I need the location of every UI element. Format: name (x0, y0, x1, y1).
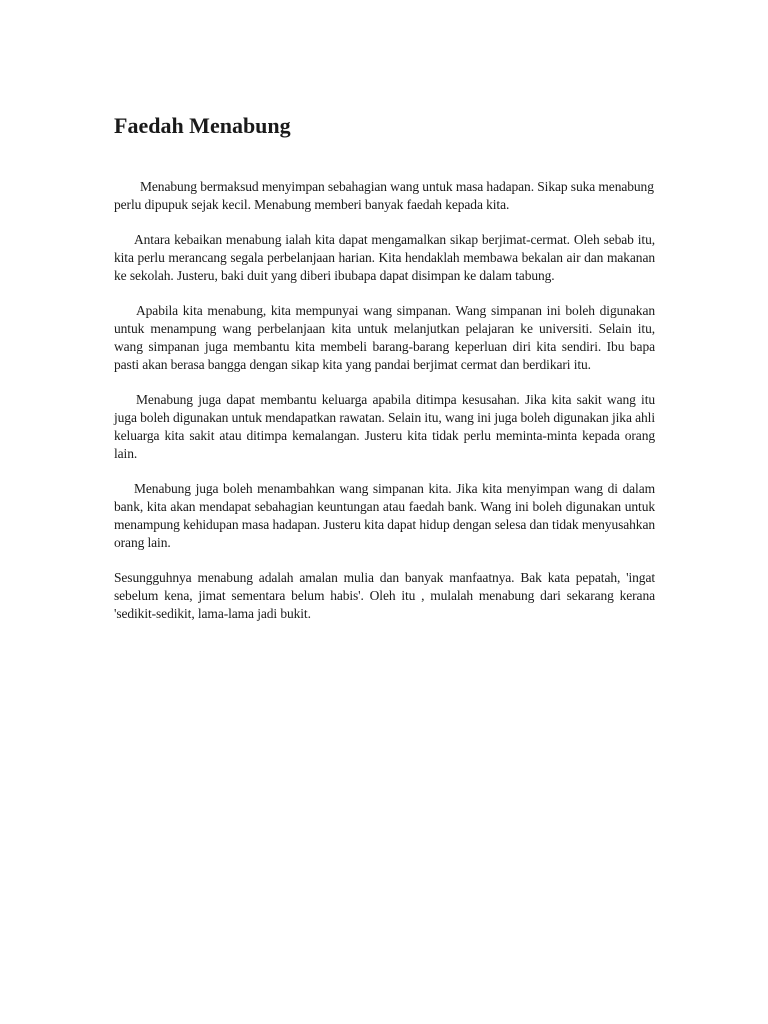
paragraph-intro: Menabung bermaksud menyimpan sebahagian wang untuk masa hadapan. Sikap suka menabung perlu dipupuk sejak kecil. Menabung memberi banyak faedah kepada kita. (114, 179, 654, 212)
paragraph-wang-simpanan: Apabila kita menabung, kita mempunyai wang simpanan. Wang simpanan ini boleh digunakan untuk menampung wang perbelanjaan kita untuk melanjutkan pelajaran ke universiti. Selain itu, wang simpanan juga membantu kita membeli barang-barang keperluan diri kita sendiri. Ibu bapa pasti akan berasa bangga dengan sikap kita yang pandai berjimat cermat dan berdikari itu. (114, 303, 655, 372)
paragraph-faedah-bank: Menabung juga boleh menambahkan wang simpanan kita. Jika kita menyimpan wang di dalam bank, kita akan mendapat sebahagian keuntungan atau faedah bank. Wang ini boleh digunakan untuk menampung kehidupan masa hadapan. Justeru kita dapat hidup dengan selesa dan tidak menyusahkan orang lain. (114, 481, 655, 550)
paragraph-berjimat-cermat: Antara kebaikan menabung ialah kita dapat mengamalkan sikap berjimat-cermat. Oleh sebab itu, kita perlu merancang segala perbelanjaan harian. Kita hendaklah membawa bekalan air dan makanan ke sekolah. Justeru, baki duit yang diberi ibubapa dapat disimpan ke dalam tabung. (114, 232, 655, 283)
paragraph-bantu-keluarga: Menabung juga dapat membantu keluarga apabila ditimpa kesusahan. Jika kita sakit wang itu juga boleh digunakan untuk mendapatkan rawatan. Selain itu, wang ini juga boleh digunakan jika ahli keluarga kita sakit atau ditimpa kemalangan. Justeru kita tidak perlu meminta-minta kepada orang lain. (114, 392, 655, 461)
paragraph-conclusion: Sesungguhnya menabung adalah amalan mulia dan banyak manfaatnya. Bak kata pepatah, 'ingat sebelum kena, jimat sementara belum habis'. Oleh itu , mulalah menabung dari sekarang kerana 'sedikit-sedikit, lama-lama jadi bukit. (114, 570, 655, 621)
document-title: Faedah Menabung (114, 113, 291, 138)
document-page (114, 112, 655, 640)
